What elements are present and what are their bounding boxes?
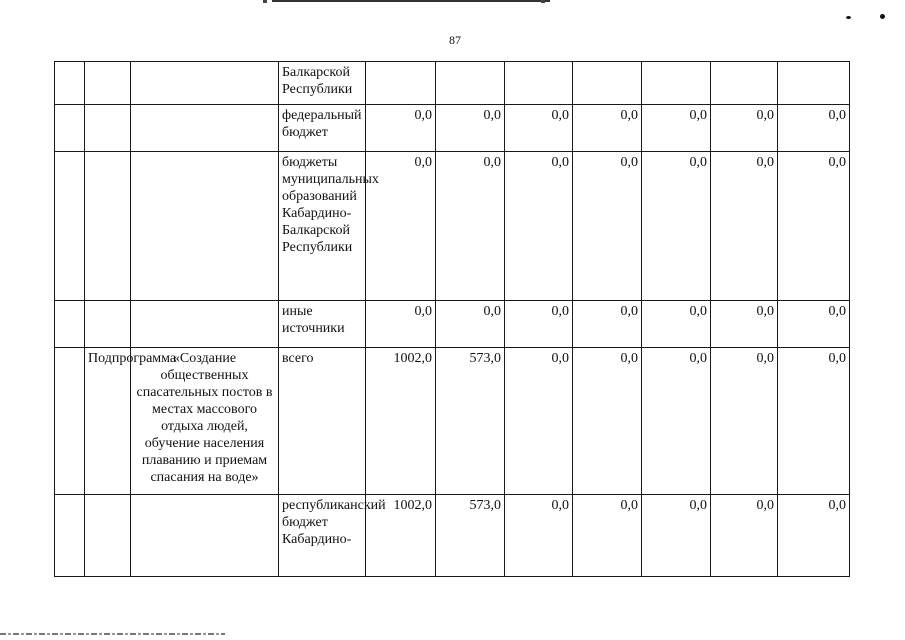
- value-cell: [711, 62, 778, 105]
- funding-source-cell: Балкарской Республики: [279, 62, 366, 105]
- value-cell: 0,0: [505, 105, 573, 152]
- program-name-cell: [131, 105, 279, 152]
- program-name-cell: [131, 152, 279, 301]
- value-cell: 0,0: [778, 301, 850, 348]
- value-cell: 0,0: [711, 495, 778, 577]
- number-cell: [55, 495, 85, 577]
- value-cell: 0,0: [366, 301, 436, 348]
- program-name-cell: [131, 62, 279, 105]
- kind-cell: [85, 495, 131, 577]
- scan-artifact-top-mark-right: [541, 0, 545, 3]
- value-cell: 0,0: [642, 348, 711, 495]
- funding-source-cell: всего: [279, 348, 366, 495]
- scan-artifact-top-line: [272, 0, 550, 2]
- value-cell: 0,0: [436, 105, 505, 152]
- scan-artifact-top-mark-left: [263, 0, 267, 3]
- funding-source-cell: республиканский бюджет Кабардино-: [279, 495, 366, 577]
- value-cell: 0,0: [642, 495, 711, 577]
- program-name-cell: [131, 495, 279, 577]
- value-cell: 0,0: [573, 495, 642, 577]
- value-cell: [778, 62, 850, 105]
- value-cell: [366, 62, 436, 105]
- value-cell: 0,0: [642, 301, 711, 348]
- value-cell: [573, 62, 642, 105]
- value-cell: 0,0: [505, 152, 573, 301]
- scan-artifact-corner-dot: [880, 14, 885, 19]
- kind-cell: [85, 152, 131, 301]
- scan-artifact-corner-speck: [846, 16, 851, 19]
- value-cell: 0,0: [366, 105, 436, 152]
- value-cell: 573,0: [436, 495, 505, 577]
- value-cell: 1002,0: [366, 495, 436, 577]
- kind-cell: [85, 301, 131, 348]
- value-cell: [642, 62, 711, 105]
- funding-source-cell: бюджеты муниципальных образований Кабардино-Балкарской Республики: [279, 152, 366, 301]
- value-cell: 0,0: [436, 301, 505, 348]
- value-cell: 0,0: [778, 105, 850, 152]
- kind-cell: [85, 105, 131, 152]
- table-row: [55, 348, 850, 495]
- value-cell: 0,0: [505, 495, 573, 577]
- value-cell: [436, 62, 505, 105]
- table-row: [55, 62, 850, 105]
- value-cell: 0,0: [366, 152, 436, 301]
- number-cell: [55, 152, 85, 301]
- value-cell: 0,0: [436, 152, 505, 301]
- scan-artifact-bottom-line: [0, 633, 225, 635]
- number-cell: [55, 301, 85, 348]
- funding-source-cell: федеральный бюджет: [279, 105, 366, 152]
- kind-cell: [85, 62, 131, 105]
- value-cell: 0,0: [711, 348, 778, 495]
- value-cell: 0,0: [778, 152, 850, 301]
- value-cell: 0,0: [711, 105, 778, 152]
- table-row: [55, 152, 850, 301]
- value-cell: 573,0: [436, 348, 505, 495]
- value-cell: 0,0: [642, 105, 711, 152]
- value-cell: 0,0: [573, 348, 642, 495]
- number-cell: [55, 62, 85, 105]
- program-name-cell: «Создание общественных спасательных постов в местах массового отдыха людей, обучение населения плаванию и приемам спасания на воде»: [131, 348, 279, 495]
- value-cell: 0,0: [778, 495, 850, 577]
- kind-cell: Подпрограмма: [85, 348, 131, 495]
- value-cell: 0,0: [573, 152, 642, 301]
- program-name-cell: [131, 301, 279, 348]
- value-cell: 1002,0: [366, 348, 436, 495]
- value-cell: 0,0: [505, 301, 573, 348]
- number-cell: [55, 348, 85, 495]
- value-cell: 0,0: [573, 105, 642, 152]
- table-row: [55, 495, 850, 577]
- value-cell: 0,0: [505, 348, 573, 495]
- value-cell: 0,0: [642, 152, 711, 301]
- funding-source-cell: иные источники: [279, 301, 366, 348]
- table-row: [55, 301, 850, 348]
- value-cell: 0,0: [778, 348, 850, 495]
- value-cell: 0,0: [711, 152, 778, 301]
- number-cell: [55, 105, 85, 152]
- budget-table: [54, 61, 850, 577]
- value-cell: 0,0: [711, 301, 778, 348]
- value-cell: 0,0: [573, 301, 642, 348]
- page-number: 87: [449, 33, 461, 47]
- table-row: [55, 105, 850, 152]
- value-cell: [505, 62, 573, 105]
